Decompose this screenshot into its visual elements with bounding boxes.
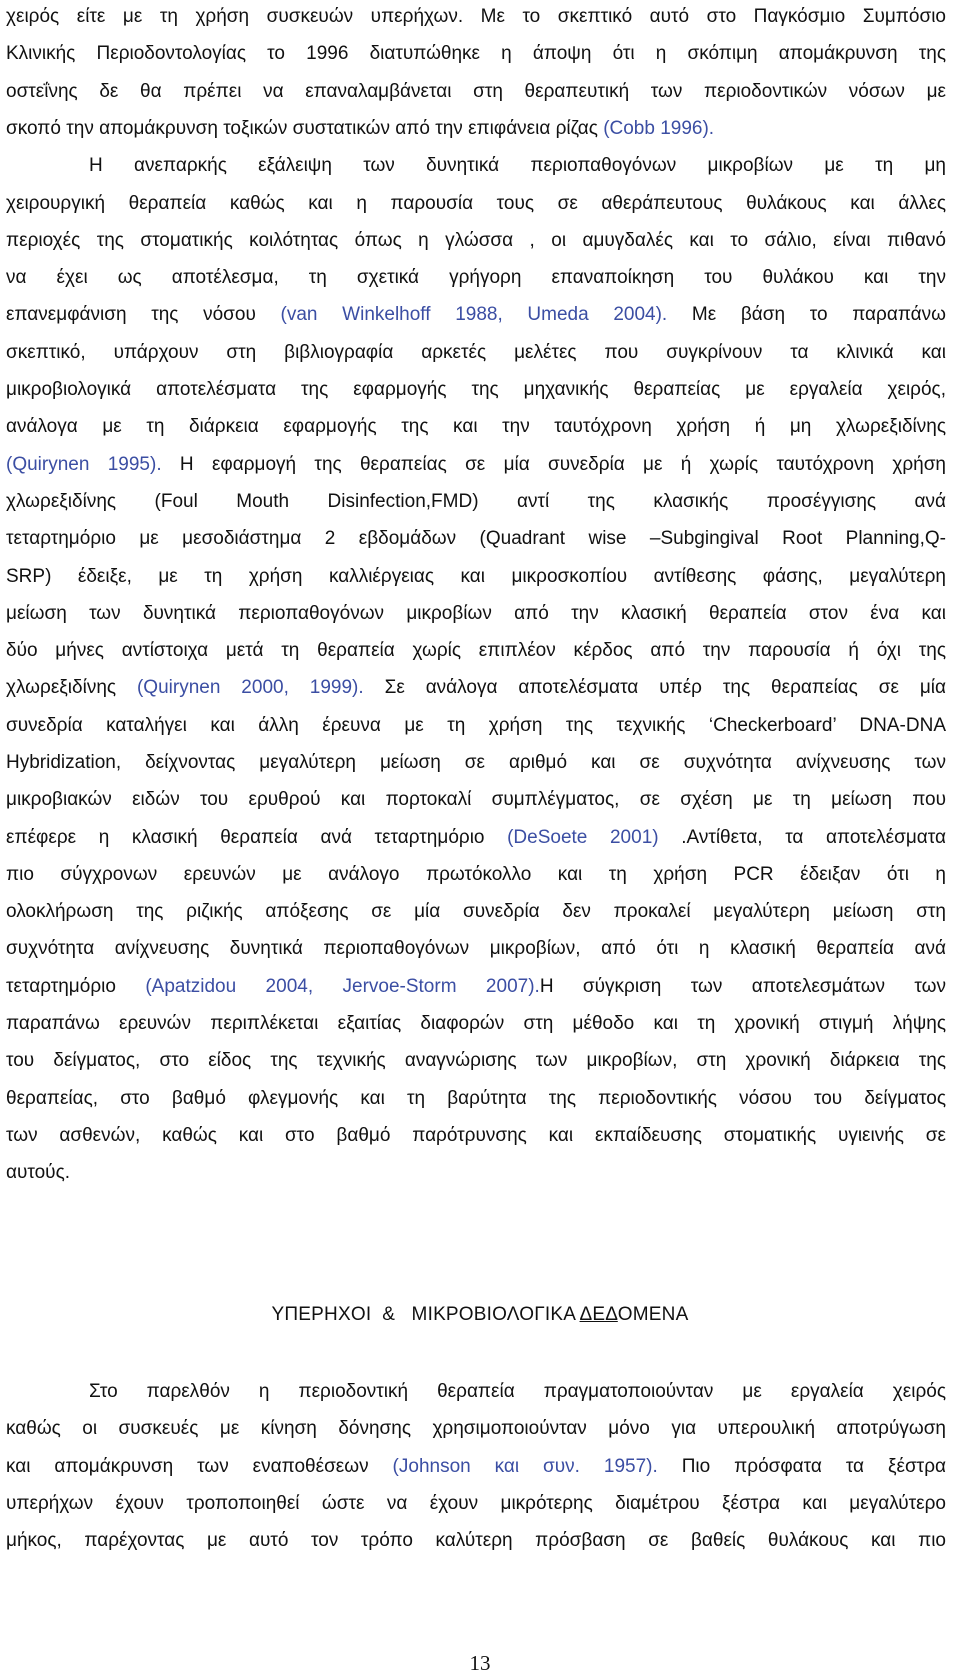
citation-link[interactable]: (Quirynen 1995). bbox=[6, 454, 162, 475]
heading-part-1: ΥΠΕΡΗΧΟΙ & ΜΙΚΡΟΒΙΟΛΟΓΙΚΑ bbox=[271, 1304, 580, 1325]
citation-link[interactable]: (DeSoete 2001) bbox=[507, 827, 659, 848]
text-segment: και απομάκρυνση των εναποθέσεων bbox=[6, 1456, 393, 1477]
text-line bbox=[6, 900, 946, 924]
text-segment: χειρουργική θεραπεία καθώς και η παρουσία τους σε αθεράπευτους θυλάκους και άλλες bbox=[6, 193, 946, 214]
text-segment: συχνότητα ανίχνευσης δυνητικά περιοπαθογόνων μικροβίων, από ότι η κλασική θεραπεία ανά bbox=[6, 938, 946, 959]
text-segment: ολοκλήρωση της ριζικής απόξεσης σε μία συνεδρία δεν προκαλεί μεγαλύτερη μείωση στη bbox=[6, 901, 946, 922]
text-line bbox=[6, 826, 946, 850]
text-segment: σκεπτικό, υπάρχουν στη βιβλιογραφία αρκετές μελέτες που συγκρίνουν τα κλινικά και bbox=[6, 342, 946, 363]
text-line bbox=[6, 863, 946, 887]
text-line bbox=[6, 975, 946, 999]
text-line bbox=[6, 639, 946, 663]
text-line bbox=[6, 303, 946, 327]
text-segment: θεραπείας, στο βαθμό φλεγμονής και τη βαρύτητα της περιοδοντικής νόσου του δείγματος bbox=[6, 1088, 946, 1109]
text-segment: Στο παρελθόν η περιοδοντική θεραπεία πραγματοποιούνταν με εργαλεία χειρός bbox=[89, 1381, 946, 1402]
text-line bbox=[6, 602, 946, 626]
citation-link[interactable]: (Johnson και συν. 1957). bbox=[392, 1456, 658, 1477]
text-line bbox=[6, 1529, 946, 1553]
text-segment: Η ανεπαρκής εξάλειψη των δυνητικά περιοπαθογόνων μικροβίων με τη μη bbox=[89, 155, 946, 176]
text-line bbox=[6, 1012, 946, 1036]
text-segment: επέφερε η κλασική θεραπεία ανά τεταρτημόριο bbox=[6, 827, 508, 848]
text-line bbox=[6, 341, 946, 365]
text-segment: Η σύγκριση των αποτελεσμάτων των bbox=[539, 976, 947, 997]
text-line bbox=[89, 154, 946, 178]
text-line bbox=[6, 1455, 946, 1479]
text-line bbox=[89, 1380, 946, 1404]
text-segment: πιο σύγχρονων ερευνών με ανάλογο πρωτόκολλο και τη χρήση PCR έδειξαν ότι η bbox=[6, 864, 946, 885]
text-segment: χειρός είτε με τη χρήση συσκευών υπερήχων. Με το σκεπτικό αυτό στο Παγκόσμιο Συμπόσιο bbox=[6, 6, 946, 27]
page-number: 13 bbox=[469, 1651, 491, 1675]
citation-link[interactable]: (Apatzidou 2004, Jervoe-Storm 2007). bbox=[145, 976, 540, 997]
text-segment: οστεΐνης δε θα πρέπει να επαναλαμβάνεται στη θεραπευτική των περιοδοντικών νόσων με bbox=[6, 81, 946, 102]
text-segment: ανάλογα με τη διάρκεια εφαρμογής της και την ταυτόχρονη χρήση ή μη χλωρεξιδίνης bbox=[6, 416, 946, 437]
text-line bbox=[6, 714, 946, 738]
citation-link[interactable]: (Cobb 1996). bbox=[603, 118, 715, 139]
text-line bbox=[6, 490, 946, 514]
citation-link[interactable]: (van Winkelhoff 1988, Umeda 2004). bbox=[280, 304, 668, 325]
text-segment: περιοχές της στοματικής κοιλότητας όπως η γλώσσα , οι αμυγδαλές και το σάλιο, είναι πιθανό bbox=[6, 230, 946, 251]
text-line bbox=[6, 1417, 946, 1441]
text-segment: .Αντίθετα, τα αποτελέσματα bbox=[658, 827, 946, 848]
text-line bbox=[6, 1161, 946, 1185]
text-segment: μείωση των δυνητικά περιοπαθογόνων μικροβίων από την κλασική θεραπεία στον ένα και bbox=[6, 603, 946, 624]
text-segment: καθώς οι συσκευές με κίνηση δόνησης χρησιμοποιούνταν μόνο για υπερουλική αποτρύγωση bbox=[6, 1418, 946, 1439]
text-line bbox=[6, 5, 946, 29]
text-segment: Με βάση το παραπάνω bbox=[667, 304, 946, 325]
text-line bbox=[6, 1087, 946, 1111]
text-line bbox=[6, 192, 946, 216]
text-segment: χλωρεξιδίνης (Foul Mouth Disinfection,FMD) αντί της κλασικής προσέγγισης ανά bbox=[6, 491, 946, 512]
text-segment: να έχει ως αποτέλεσμα, τη σχετικά γρήγορη επαναποίκηση του θυλάκου και την bbox=[6, 267, 946, 288]
text-segment: SRP) έδειξε, με τη χρήση καλλιέργειας και μικροσκοπίου αντίθεσης φάσης, μεγαλύτερη bbox=[6, 566, 946, 587]
text-segment: των ασθενών, καθώς και στο βαθμό παρότρυνσης και εκπαίδευσης στοματικής υγιεινής σε bbox=[6, 1125, 946, 1146]
text-line bbox=[6, 117, 946, 141]
text-line bbox=[6, 788, 946, 812]
text-segment: Πιο πρόσφατα τα ξέστρα bbox=[657, 1456, 946, 1477]
text-line bbox=[6, 1124, 946, 1148]
text-line bbox=[6, 415, 946, 439]
text-segment: επανεμφάνιση της νόσου bbox=[6, 304, 281, 325]
text-segment: μικροβιολογικά αποτελέσματα της εφαρμογής της μηχανικής θεραπείας με εργαλεία χειρός, bbox=[6, 379, 946, 400]
text-segment: τεταρτημόριο με μεσοδιάστημα 2 εβδομάδων (Quadrant wise –Subgingival Root Planning,Q- bbox=[6, 528, 946, 549]
text-segment: υπερήχων έχουν τροποποιηθεί ώστε να έχουν μικρότερης διαμέτρου ξέστρα και μεγαλύτερο bbox=[6, 1493, 946, 1514]
text-segment: μήκος, παρέχοντας με αυτό τον τρόπο καλύτερη πρόσβαση σε βαθείς θυλάκους και πιο bbox=[6, 1530, 946, 1551]
text-line bbox=[6, 751, 946, 775]
text-segment: του δείγματος, στο είδος της τεχνικής αναγνώρισης των μικροβίων, στη χρονική διάρκεια της bbox=[6, 1050, 946, 1071]
text-segment: Κλινικής Περιοδοντολογίας το 1996 διατυπώθηκε η άποψη ότι η σκόπιμη απομάκρυνση της bbox=[6, 43, 946, 64]
text-line bbox=[6, 266, 946, 290]
text-segment: Η εφαρμογή της θεραπείας σε μία συνεδρία με ή χωρίς ταυτόχρονη χρήση bbox=[161, 454, 946, 475]
citation-link[interactable]: (Quirynen 2000, 1999). bbox=[136, 677, 364, 698]
text-segment: μικροβιακών ειδών του ερυθρού και πορτοκαλί συμπλέγματος, σε σχέση με τη μείωση που bbox=[6, 789, 946, 810]
text-line bbox=[6, 378, 946, 402]
text-segment: συνεδρία καταλήγει και άλλη έρευνα με τη χρήση της τεχνικής ‘Checkerboard’ DNA-DNA bbox=[6, 715, 946, 736]
heading-part-2: ΟΜΕΝΑ bbox=[617, 1304, 689, 1325]
text-line bbox=[6, 1492, 946, 1516]
section-heading bbox=[0, 1303, 960, 1327]
text-segment: χλωρεξιδίνης bbox=[6, 677, 137, 698]
text-line bbox=[6, 565, 946, 589]
text-segment: σκοπό την απομάκρυνση τοξικών συστατικών από την επιφάνεια ρίζας bbox=[6, 118, 604, 139]
text-line bbox=[6, 80, 946, 104]
heading-underlined: ΔΕΔ bbox=[579, 1304, 618, 1325]
text-segment: παραπάνω ερευνών περιπλέκεται εξαιτίας διαφορών στη μέθοδο και τη χρονική στιγμή λήψης bbox=[6, 1013, 946, 1034]
text-line bbox=[6, 937, 946, 961]
text-segment: δύο μήνες αντίστοιχα μετά τη θεραπεία χωρίς επιπλέον κέρδος από την παρουσία ή όχι της bbox=[6, 640, 946, 661]
text-segment: αυτούς. bbox=[6, 1162, 71, 1183]
text-segment: Σε ανάλογα αποτελέσματα υπέρ της θεραπείας σε μία bbox=[363, 677, 946, 698]
text-line bbox=[6, 527, 946, 551]
text-line bbox=[6, 676, 946, 700]
text-segment: τεταρτημόριο bbox=[6, 976, 146, 997]
text-segment: Hybridization, δείχνοντας μεγαλύτερη μείωση σε αριθμό και σε συχνότητα ανίχνευσης των bbox=[6, 752, 946, 773]
text-line bbox=[6, 453, 946, 477]
text-line bbox=[6, 42, 946, 66]
text-line bbox=[6, 1049, 946, 1073]
text-line bbox=[6, 229, 946, 253]
